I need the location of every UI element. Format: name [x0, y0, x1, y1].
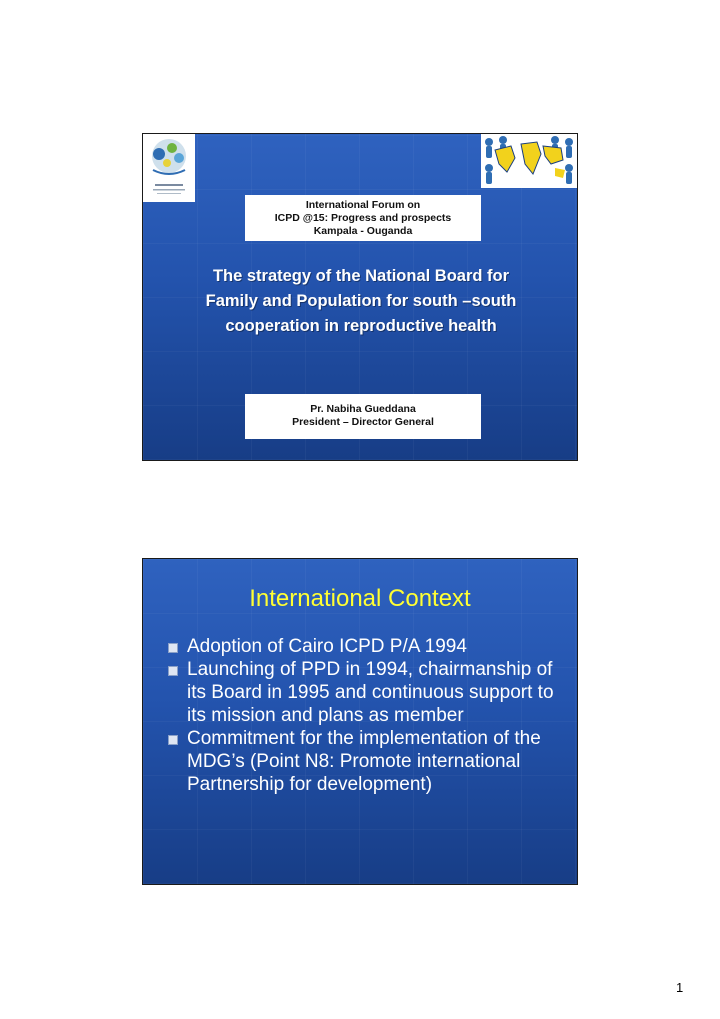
- title-line-3: cooperation in reproductive health: [225, 317, 497, 335]
- author-info-box: [245, 394, 481, 439]
- list-item: [167, 727, 571, 796]
- slide-title: [142, 133, 578, 461]
- title-line-2: Family and Population for south –south: [205, 292, 517, 310]
- list-item: [167, 658, 571, 727]
- bullet-text: Launching of PPD in 1994, chairmanship of its Board in 1995 and continuous support to its mission and plans as member: [187, 659, 554, 726]
- south-south-partners-logo: [481, 134, 577, 188]
- square-bullet-icon: [168, 666, 178, 676]
- forum-info-box: [245, 195, 481, 241]
- forum-line-2: ICPD @15: Progress and prospects: [274, 212, 452, 224]
- bullet-text: Adoption of Cairo ICPD P/A 1994: [187, 636, 467, 657]
- list-item: [167, 635, 571, 658]
- page-number: 1: [676, 980, 684, 995]
- slide-international-context: [142, 558, 578, 885]
- slide-heading: International Context: [249, 585, 471, 612]
- forum-line-3: Kampala - Ouganda: [313, 225, 413, 237]
- square-bullet-icon: [168, 643, 178, 653]
- author-role: President – Director General: [292, 416, 434, 428]
- onfp-logo: [143, 134, 195, 202]
- bullet-text: Commitment for the implementation of the MDG’s (Point N8: Promote international Partnership for development): [187, 728, 541, 795]
- presentation-title: [163, 264, 559, 339]
- forum-line-1: International Forum on: [305, 199, 421, 211]
- title-line-1: The strategy of the National Board for: [212, 267, 510, 285]
- author-name: Pr. Nabiha Gueddana: [310, 403, 416, 415]
- bullet-list: [167, 635, 571, 796]
- square-bullet-icon: [168, 735, 178, 745]
